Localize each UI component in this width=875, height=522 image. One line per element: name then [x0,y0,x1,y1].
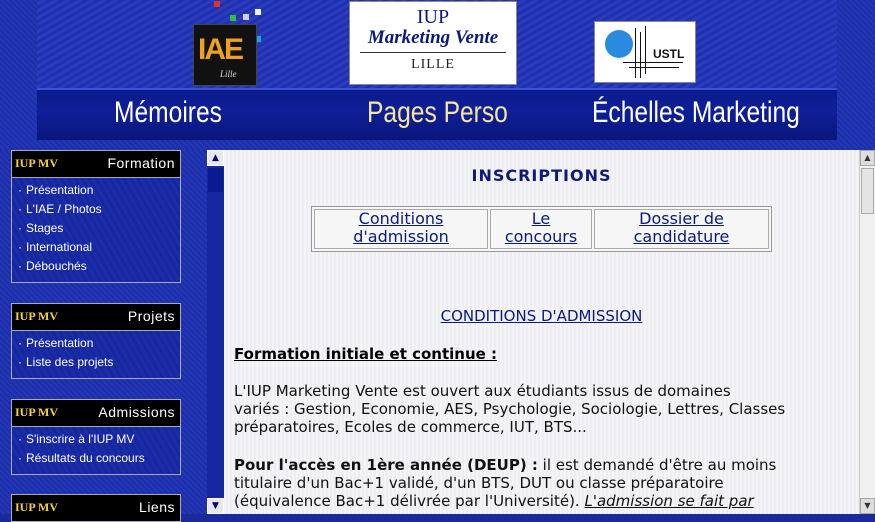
decor-square [230,15,236,21]
tab-line: concours [504,227,578,246]
iup-logo-line2: Marketing Vente [367,27,499,48]
paragraph-text: il est demandé d'être au moins [537,456,777,474]
tab-line: Le [531,209,551,228]
admission-link[interactable]: L'admission se fait par [584,492,754,510]
box-title: Projets [127,308,175,324]
decor-square [243,14,249,20]
box-body [11,178,181,283]
paragraph-line: préparatoires, Ecoles de commerce, IUT, BTS... [234,418,587,436]
tab-line: Conditions [358,209,444,228]
sidebar-box-formation [11,150,181,283]
subheading: Formation initiale et continue : [234,345,498,363]
iae-logo-text: IAE [198,33,243,66]
box-brand: IUP MV [15,500,58,514]
scroll-down-icon[interactable]: ▼ [860,498,875,514]
sidebar-box-projets [11,303,181,379]
box-body [11,427,181,475]
ustl-logo-line [629,67,679,68]
scroll-down-icon[interactable]: ▼ [207,498,224,514]
sidebar-link[interactable]: · Liste des projets [12,353,180,372]
iae-logo[interactable] [193,24,257,86]
sidebar-link[interactable]: · Présentation [12,181,180,200]
iup-logo-line3: LILLE [411,57,455,72]
box-brand: IUP MV [15,156,58,170]
box-body [11,331,181,379]
ustl-logo-circle [605,30,633,58]
nav-echelles-marketing[interactable]: Échelles Marketing [592,96,800,129]
sidebar-link[interactable]: · Résultats du concours [12,449,180,468]
ustl-logo-line [635,28,636,78]
sidebar-link[interactable]: · International [12,238,180,257]
iae-logo-subtext: Lille [220,69,237,79]
tab-dossier-candidature[interactable] [594,209,769,249]
decor-square [255,9,261,15]
content-scrollbar[interactable] [859,150,875,514]
sidebar-link[interactable]: · Présentation [12,334,180,353]
paragraph-1 [234,382,849,436]
tabs-table [311,206,772,252]
tab-le-concours[interactable] [490,209,592,249]
box-title: Liens [139,499,175,515]
sidebar-link[interactable]: · L'IAE / Photos [12,200,180,219]
sidebar-box-liens [11,494,181,522]
page-title: INSCRIPTIONS [471,166,612,185]
box-brand: IUP MV [15,405,58,419]
sidebar [0,150,207,514]
box-header [11,494,181,522]
box-brand: IUP MV [15,309,58,323]
scroll-up-icon[interactable]: ▲ [860,150,875,166]
tab-line: d'admission [353,227,449,246]
box-title: Formation [107,155,175,171]
box-header [11,150,181,178]
scrollbar-thumb[interactable] [861,168,874,214]
ustl-logo-line [640,32,641,78]
box-title: Admissions [98,404,175,420]
paragraph-line: variés : Gestion, Economie, AES, Psychologie, Sociologie, Lettres, Classes [234,400,786,418]
iup-logo-line1: IUP [416,6,450,28]
tab-conditions-admission[interactable] [314,209,488,249]
paragraph-2 [234,456,849,510]
iup-logo-rule [360,52,506,53]
sidebar-link[interactable]: · Débouchés [12,257,180,276]
section-title-link[interactable]: CONDITIONS D'ADMISSION [440,307,643,325]
tab-line: Dossier de [639,209,724,228]
paragraph-text: (équivalence Bac+1 délivrée par l'Université). [234,492,585,510]
paragraph-line: L'IUP Marketing Vente est ouvert aux étudiants issus de domaines [234,382,731,400]
main-content [224,150,859,514]
ustl-logo[interactable] [594,21,696,83]
box-header [11,399,181,427]
scroll-up-icon[interactable]: ▲ [207,150,224,166]
paragraph-line: titulaire d'un Bac+1 validé, d'un BTS, DUT ou classe préparatoire [234,474,724,492]
sidebar-link[interactable]: · S'inscrire à l'IUP MV [12,430,180,449]
nav-memoires[interactable]: Mémoires [114,96,222,129]
iup-logo[interactable] [349,1,517,85]
sidebar-link[interactable]: · Stages [12,219,180,238]
paragraph-bold: Pour l'accès en 1ère année (DEUP) : [234,456,538,474]
sidebar-scrollbar[interactable] [207,150,224,514]
nav-pages-perso[interactable]: Pages Perso [367,96,508,129]
ustl-logo-line [623,62,683,63]
ustl-logo-text: USTL [653,47,685,61]
decor-square [214,1,220,7]
box-header [11,303,181,331]
scrollbar-thumb[interactable] [208,168,223,192]
sidebar-box-admissions [11,399,181,475]
tab-line: candidature [633,227,730,246]
